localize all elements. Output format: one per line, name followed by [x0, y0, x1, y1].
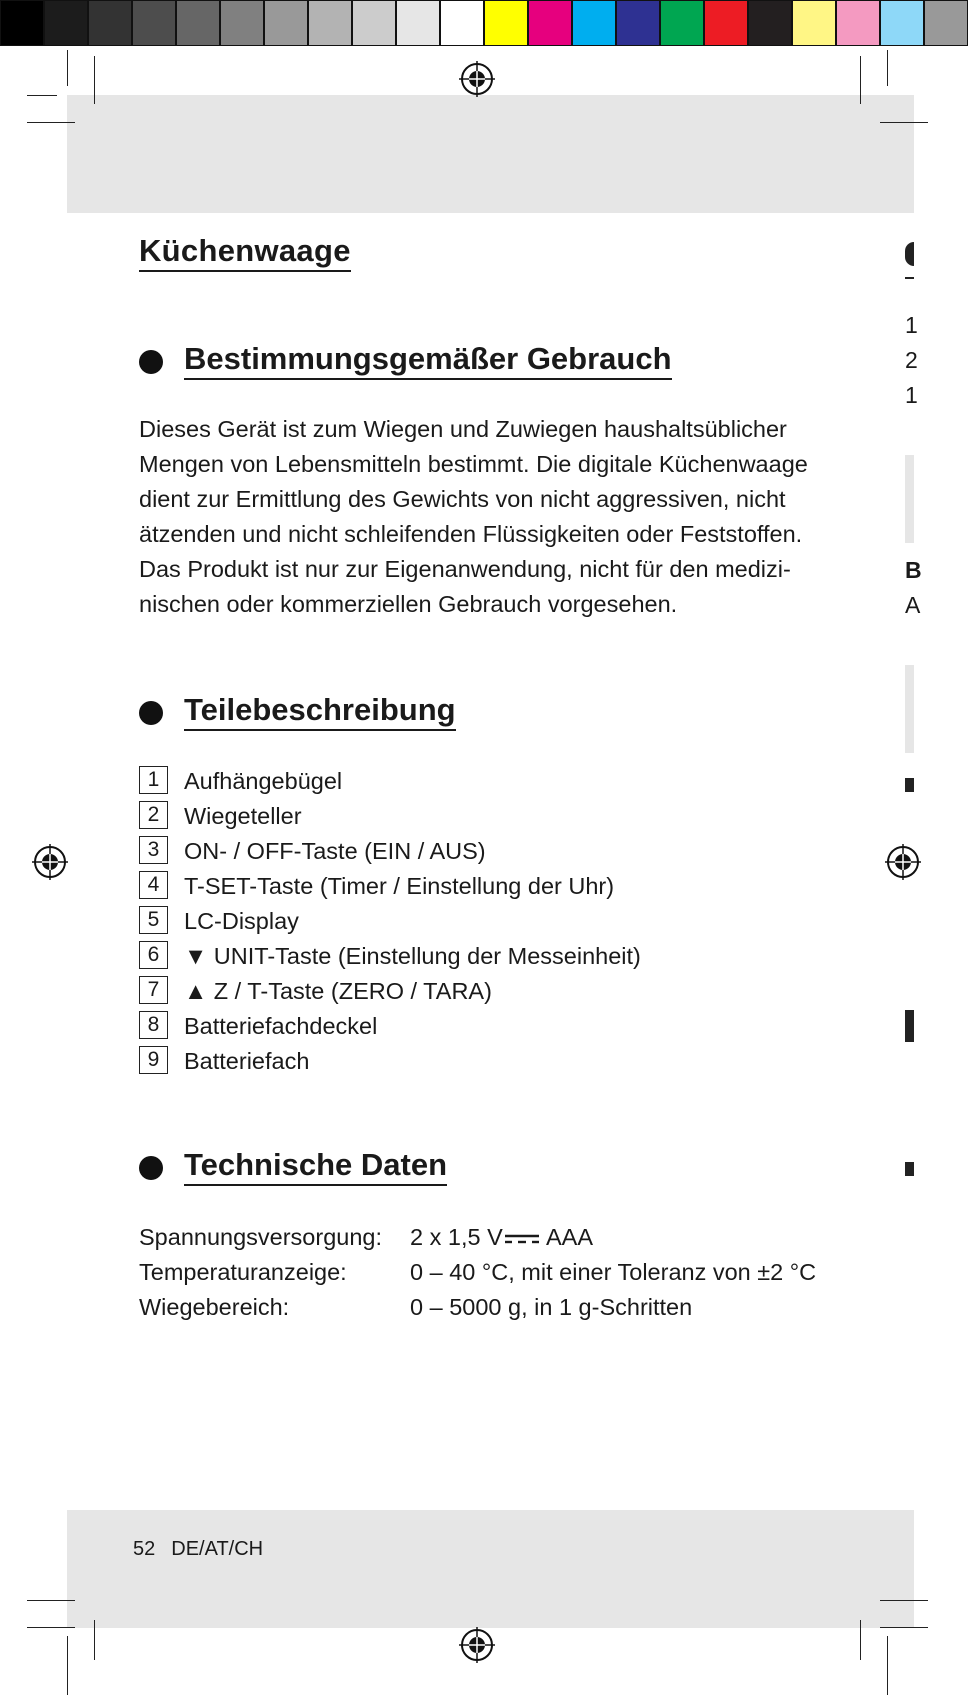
paragraph-line: Dieses Gerät ist zum Wiegen und Zuwiegen haushaltsüblicher — [139, 416, 787, 442]
crop-mark — [887, 1636, 888, 1695]
gray-swatch — [132, 0, 176, 46]
next-page-text-fragment: 1 — [905, 382, 918, 408]
crop-mark — [880, 122, 928, 123]
part-label: LC-Display — [184, 908, 299, 934]
registration-mark-icon — [459, 1627, 495, 1663]
color-swatch — [924, 0, 968, 46]
section-heading: Teilebeschreibung — [184, 691, 456, 731]
spec-key: Temperaturanzeige: — [139, 1259, 347, 1285]
color-swatch — [528, 0, 572, 46]
registration-mark-icon — [32, 844, 68, 880]
part-label: ▼ UNIT-Taste (Einstellung der Messeinheit) — [184, 943, 641, 969]
gray-swatch — [396, 0, 440, 46]
gray-swatch — [176, 0, 220, 46]
paragraph-line: ätzenden und nicht schleifenden Flüssigkeiten oder Feststoffen. — [139, 521, 803, 547]
next-page-bullet-fragment — [905, 1162, 914, 1176]
next-page-box-fragment — [905, 455, 914, 543]
page-title: Küchenwaage — [139, 232, 351, 272]
part-number: 9 — [139, 1046, 168, 1074]
dc-symbol-icon — [504, 1232, 540, 1246]
part-label: Aufhängebügel — [184, 768, 343, 794]
crop-mark — [27, 1627, 75, 1628]
crop-mark — [887, 50, 888, 86]
color-swatch — [836, 0, 880, 46]
registration-mark-icon — [459, 61, 495, 97]
section-heading: Bestimmungsgemäßer Gebrauch — [184, 340, 672, 380]
next-page-rule-fragment — [905, 277, 914, 279]
gray-swatch — [0, 0, 44, 46]
spec-value: 0 – 5000 g, in 1 g-Schritten — [410, 1294, 693, 1320]
part-number: 7 — [139, 976, 168, 1004]
section-heading: Technische Daten — [184, 1146, 447, 1186]
gray-swatch — [44, 0, 88, 46]
color-swatch — [616, 0, 660, 46]
gray-swatch — [220, 0, 264, 46]
crop-mark — [94, 56, 95, 104]
next-page-heading-fragment — [905, 1010, 914, 1042]
spec-key: Spannungsversorgung: — [139, 1224, 383, 1250]
crop-mark — [27, 122, 75, 123]
next-page-text-fragment: A — [905, 592, 921, 618]
crop-mark — [27, 1600, 75, 1601]
part-label: ON- / OFF-Taste (EIN / AUS) — [184, 838, 486, 864]
next-page-text-fragment: 1 — [905, 312, 918, 338]
bullet-icon — [139, 350, 163, 374]
part-label: ▲ Z / T-Taste (ZERO / TARA) — [184, 978, 492, 1004]
color-swatch — [704, 0, 748, 46]
next-page-text-fragment: 2 — [905, 347, 918, 373]
part-number: 6 — [139, 941, 168, 969]
paragraph-line: Mengen von Lebensmitteln bestimmt. Die digitale Küchenwaage — [139, 451, 808, 477]
part-label: Batteriefach — [184, 1048, 310, 1074]
part-number: 2 — [139, 801, 168, 829]
crop-mark — [94, 1620, 95, 1660]
footer-panel — [67, 1510, 914, 1628]
gray-swatch — [308, 0, 352, 46]
crop-mark — [27, 95, 57, 96]
color-swatch — [880, 0, 924, 46]
crop-mark — [860, 56, 861, 104]
crop-mark — [860, 1620, 861, 1660]
page-number: 52 — [133, 1538, 156, 1560]
header-panel — [67, 95, 914, 213]
spec-value-text: 2 x 1,5 V — [410, 1224, 503, 1250]
part-number: 4 — [139, 871, 168, 899]
next-page-bullet-fragment — [905, 778, 914, 792]
crop-mark — [67, 50, 68, 86]
bullet-icon — [139, 1156, 163, 1180]
part-number: 3 — [139, 836, 168, 864]
gray-swatch — [440, 0, 484, 46]
color-swatch — [484, 0, 528, 46]
spec-key: Wiegebereich: — [139, 1294, 290, 1320]
part-number: 8 — [139, 1011, 168, 1039]
color-swatch — [792, 0, 836, 46]
color-swatch — [660, 0, 704, 46]
gray-swatch — [88, 0, 132, 46]
spec-value — [410, 1220, 593, 1255]
next-page-text-fragment: B — [905, 557, 922, 583]
registration-mark-icon — [885, 844, 921, 880]
part-label: T-SET-Taste (Timer / Einstellung der Uhr) — [184, 873, 615, 899]
part-label: Batteriefachdeckel — [184, 1013, 378, 1039]
bullet-icon — [139, 701, 163, 725]
print-color-bar — [0, 0, 954, 46]
color-swatch — [748, 0, 792, 46]
gray-swatch — [264, 0, 308, 46]
part-number: 1 — [139, 766, 168, 794]
next-page-box-fragment — [905, 665, 914, 753]
crop-mark — [880, 1600, 928, 1601]
page-footer — [133, 1538, 279, 1561]
paragraph-line: nischen oder kommerziellen Gebrauch vorgesehen. — [139, 591, 678, 617]
spec-value: 0 – 40 °C, mit einer Toleranz von ±2 °C — [410, 1259, 817, 1285]
part-number: 5 — [139, 906, 168, 934]
gray-swatch — [352, 0, 396, 46]
next-page-bullet-fragment — [905, 242, 914, 266]
color-swatch — [572, 0, 616, 46]
paragraph-line: dient zur Ermittlung des Gewichts von nicht aggressiven, nicht — [139, 486, 786, 512]
part-label: Wiegeteller — [184, 803, 302, 829]
region-code: DE/AT/CH — [171, 1538, 264, 1560]
spec-value-text: AAA — [540, 1224, 594, 1250]
crop-mark — [880, 1627, 928, 1628]
usage-paragraph — [139, 412, 829, 622]
paragraph-line: Das Produkt ist nur zur Eigenanwendung, nicht für den medizi- — [139, 556, 791, 582]
crop-mark — [67, 1636, 68, 1695]
